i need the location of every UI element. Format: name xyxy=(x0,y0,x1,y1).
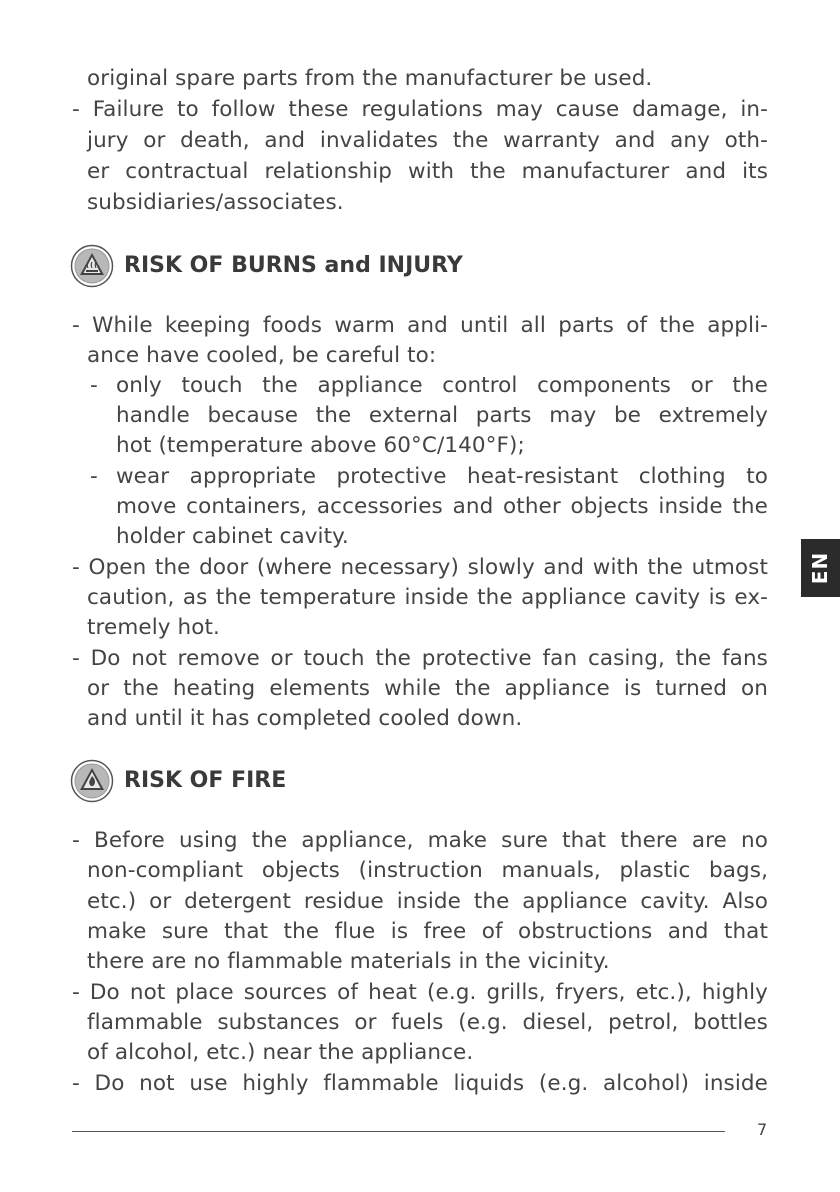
burns-line: and until it has completed cooled down. xyxy=(87,706,523,731)
burns-line: tremely hot. xyxy=(87,615,220,640)
intro-line: - Failure to follow these regulations may cause damage, in- xyxy=(72,97,768,122)
footer-divider xyxy=(72,1131,725,1132)
burns-line: wear appropriate protective heat-resistant clothing to xyxy=(116,464,768,489)
fire-line: there are no flammable materials in the vicinity. xyxy=(87,949,610,974)
burns-line: - Open the door (where necessary) slowly and with the utmost xyxy=(72,555,768,580)
hot-surface-warning-icon xyxy=(70,244,114,288)
intro-line: er contractual relationship with the manufacturer and its xyxy=(87,159,768,184)
fire-line: etc.) or detergent residue inside the appliance cavity. Also xyxy=(87,889,768,914)
section-title-fire: RISK OF FIRE xyxy=(124,768,287,793)
fire-line: make sure that the flue is free of obstructions and that xyxy=(87,919,768,944)
intro-line: original spare parts from the manufacturer be used. xyxy=(87,66,653,91)
fire-line: - Do not use highly flammable liquids (e.g. alcohol) inside xyxy=(72,1071,768,1096)
fire-line: - Do not place sources of heat (e.g. grills, fryers, etc.), highly xyxy=(72,980,768,1005)
burns-bullet-dash: - xyxy=(90,373,98,398)
flammable-warning-icon xyxy=(70,759,114,803)
fire-line: non-compliant objects (instruction manuals, plastic bags, xyxy=(87,858,768,883)
burns-line: ance have cooled, be careful to: xyxy=(87,343,437,368)
burns-bullet-dash: - xyxy=(90,464,98,489)
language-tab xyxy=(801,539,840,597)
burns-line: or the heating elements while the appliance is turned on xyxy=(87,676,768,701)
intro-line: subsidiaries/associates. xyxy=(87,190,344,215)
burns-line: caution, as the temperature inside the appliance cavity is ex- xyxy=(87,585,768,610)
burns-line: - Do not remove or touch the protective fan casing, the fans xyxy=(72,646,768,671)
section-title-burns: RISK OF BURNS and INJURY xyxy=(124,253,463,278)
intro-line: jury or death, and invalidates the warranty and any oth- xyxy=(87,128,768,153)
page-number: 7 xyxy=(757,1120,768,1139)
fire-line: of alcohol, etc.) near the appliance. xyxy=(87,1040,474,1065)
burns-line: handle because the external parts may be extremely xyxy=(116,403,768,428)
burns-line: holder cabinet cavity. xyxy=(116,524,349,549)
fire-line: flammable substances or fuels (e.g. diesel, petrol, bottles xyxy=(87,1010,768,1035)
burns-line: only touch the appliance control components or the xyxy=(116,373,768,398)
fire-line: - Before using the appliance, make sure that there are no xyxy=(72,828,768,853)
burns-line: move containers, accessories and other objects inside the xyxy=(116,494,768,519)
burns-line: - While keeping foods warm and until all parts of the appli- xyxy=(72,313,768,338)
burns-line: hot (temperature above 60°C/140°F); xyxy=(116,433,525,458)
language-tab-label: EN xyxy=(808,551,833,585)
